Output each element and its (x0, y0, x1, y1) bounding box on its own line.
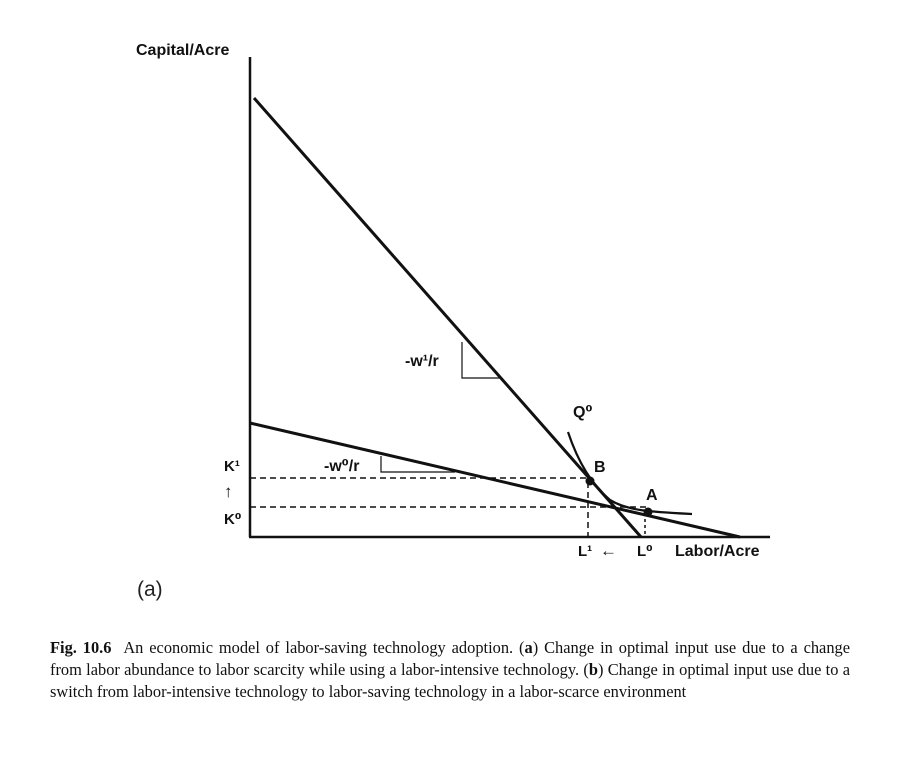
point-b-marker (586, 477, 595, 486)
panel-label: (a) (137, 578, 163, 601)
point-b-label: B (594, 459, 606, 476)
flat-isocost-line (250, 423, 740, 537)
y-axis-label: Capital/Acre (136, 42, 230, 59)
steep-isocost-line (254, 98, 641, 537)
figure-caption (50, 637, 850, 703)
caption-text-1: An economic model of labor-saving technology adoption. ( (123, 638, 525, 657)
k0-label: K⁰ (224, 511, 242, 528)
k-up-arrow: ↑ (224, 482, 233, 501)
l0-label: L⁰ (637, 543, 653, 560)
flat-slope-label: -w⁰/r (324, 458, 360, 475)
caption-fig-label: Fig. 10.6 (50, 638, 112, 657)
steep-slope-label: -w¹/r (405, 353, 439, 370)
point-a-label: A (646, 487, 658, 504)
caption-text-3: ) Change in optimal input use due to a switch from labor-intensive technology to labor-saving technology in a labor-scarce environment (50, 660, 850, 701)
l-left-arrow: ← (600, 541, 617, 560)
isoquant-label: Q⁰ (573, 404, 593, 421)
caption-text-2: ) Change in optimal input use due to a change from labor abundance to labor scarcity while using a labor-intensive technology. ( (50, 638, 851, 679)
x-axis-label: Labor/Acre (675, 543, 760, 560)
caption-b: b (588, 660, 598, 679)
l1-label: L¹ (578, 543, 593, 560)
point-a-marker (644, 508, 653, 517)
k1-label: K¹ (224, 458, 240, 475)
caption-a: a (524, 638, 533, 657)
